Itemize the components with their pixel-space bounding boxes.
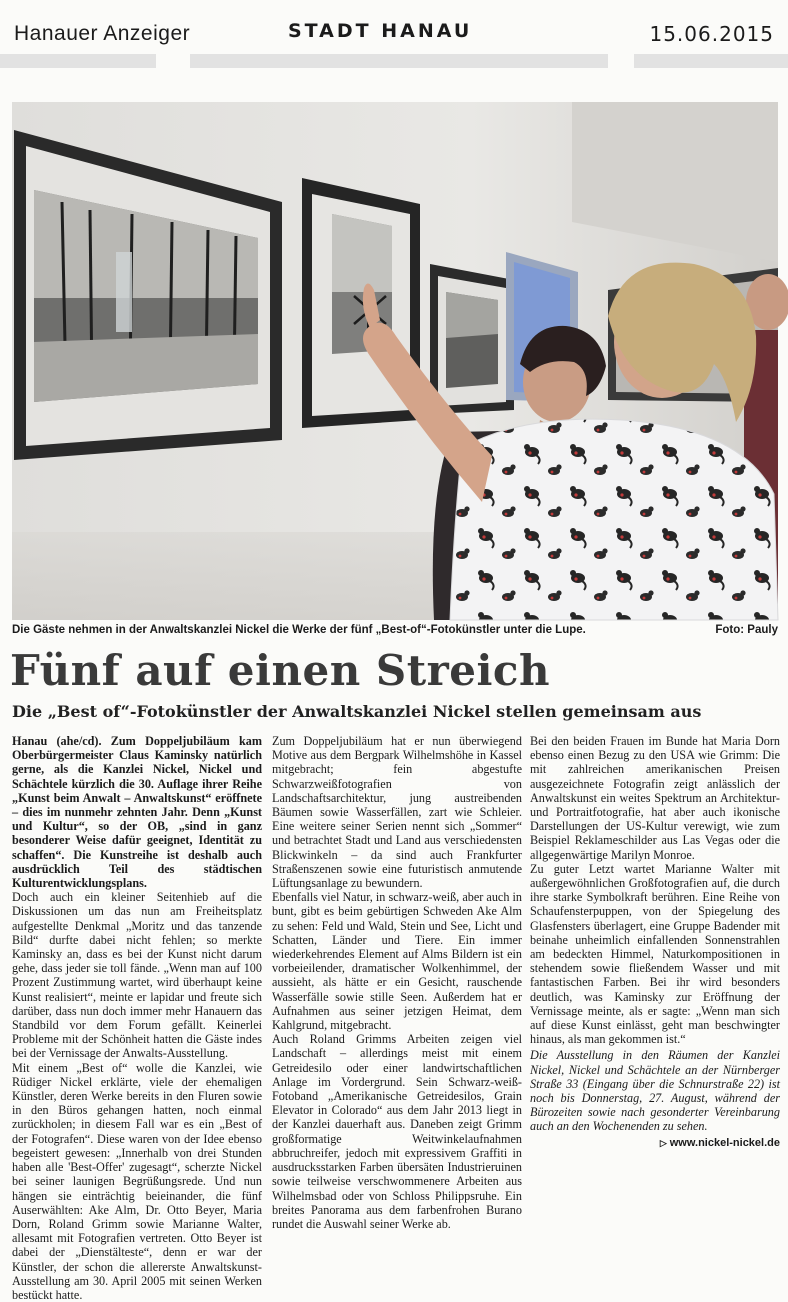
article-paragraph: Bei den beiden Frauen im Bunde hat Maria Dorn ebenso einen Bezug zu den USA wie Grimm: Die mit zahlreichen amerikanischen Preisen ausgezeichnete Fotografin zeigt anlässlich der Anwaltskunst ein weites Spektrum an Architektur- und Portraitfotografie, hat aber auch ikonische Darstellungen der US-Kultur verewigt, wie zum Beispiel Reklameschilder aus Las Vegas oder die allgegenwärtige Marilyn Monroe.	[530, 734, 780, 862]
article-lead: Hanau (ahe/cd). Zum Doppeljubiläum kam Oberbürgermeister Claus Kaminsky natürlich gerne, als die Kanzlei Nickel, Nickel und Schächtele kürzlich die 30. Auflage ihrer Reihe „Kunst beim Anwalt – Anwaltskunst“ eröffnete – dies im nunmehr zehnten Jahr. Denn „Kunst und Kultur“, so der OB, „sind in ganz besonderer Weise dafür geeignet, Identität zu schaffen“. Die Kunstreihe ist deshalb auch ausdrücklich Teil des städtischen Kulturentwicklungsplans.	[12, 734, 262, 891]
article-subheadline: Die „Best of“-Fotokünstler der Anwaltskanzlei Nickel stellen gemeinsam aus	[12, 702, 702, 721]
article-column-2	[272, 734, 522, 1272]
article-column-1	[12, 734, 262, 1302]
header-rule-left	[0, 54, 156, 68]
arrow-right-icon: ▷	[659, 1137, 667, 1148]
newspaper-name: Hanauer Anzeiger	[14, 22, 191, 45]
photo-caption	[12, 624, 778, 636]
article-paragraph: Mit einem „Best of“ wolle die Kanzlei, wie Rüdiger Nickel erklärte, viele der ehemaligen Künstler, deren Werke bereits in den Fluren sowie in den Büros gehangen hatten, noch einmal zurückholen; in diesem Fall war es ein „Best of der Fotografen“. Diese waren von der Idee ebenso begeistert gewesen: „Innerhalb von drei Stunden haben alle 'Best-Offer' zugesagt“, scherzte Nickel bei seiner launigen Begrüßungsrede. Und nun hängen sie einträchtig beieinander, die fünf Auserwählten: Ake Alm, Dr. Otto Beyer, Maria Dorn, Roland Grimm sowie Marianne Walter, allesamt mit Fotografien vertreten. Otto Beyer ist dabei der „Dienstälteste“, denn er war der Künstler, der schon die allererste Anwaltskunst-Ausstellung am 30. April 2005 mit seinen Werken bestückt hatte.	[12, 1060, 262, 1302]
article-column-3	[530, 734, 780, 1272]
website-url[interactable]: www.nickel-nickel.de	[669, 1136, 780, 1149]
header-rule-right	[634, 54, 788, 68]
exhibition-info: Die Ausstellung in den Räumen der Kanzlei Nickel, Nickel und Schächtele an der Nürnberger Straße 33 (Eingang über die Schnurstraße 22) ist noch bis Donnerstag, 27. August, während der Bürozeiten sowie nach gesonderter Vereinbarung auch an den Wochenenden zu sehen.	[530, 1048, 780, 1134]
article-photo	[12, 102, 778, 620]
header-rule-center	[190, 54, 608, 68]
page-header	[0, 0, 788, 72]
article-paragraph: Zu guter Letzt wartet Marianne Walter mit außergewöhnlichen Großfotografien auf, die durch ihre starke Symbolkraft berühren. Eine Reihe von Schaufensterpuppen, von der Spiegelung des Glasfensters überlagert, eine Gruppe Badender mit beinahe unheimlich einfallenden Sonnenstrahlen am bedeckten Himmel, Naturkompositionen in stehendem sowie fließendem Wasser und mit fantastischen Farben. Bei ihr wird besonders deutlich, was Kaminsky zur Eröffnung der Vernissage meinte, als er sagte: „Wenn man sich auf diese Kunst einlässt, geht man beschwingter hinaus, als man gekommen ist.“	[530, 861, 780, 1047]
article-paragraph: Doch auch ein kleiner Seitenhieb auf die Diskussionen um das nun am Freiheitsplatz aufgestellte Denkmal „Moritz und das tanzende Bild“ durfte dabei nicht fehlen; so merkte Kaminsky an, dass es bei der Kunst nicht darum gehe, dass jeder sie toll fände. „Wenn man auf 100 Prozent Zustimmung wartet, wird überhaupt keine Kunst realisiert“, meinte er lapidar und freute sich darüber, dass nun doch immer mehr Hanauern das Standbild vor dem Forum gefällt. Keinerlei Probleme mit der Schönheit hatten die Gäste indes bei der Vernissage der Anwalts-Ausstellung.	[12, 890, 262, 1061]
website-link[interactable]	[530, 1136, 780, 1150]
article-paragraph: Auch Roland Grimms Arbeiten zeigen viel Landschaft – allerdings meist mit einem Getreidesilo oder einer landwirtschaftlichen Anlage im Vordergrund. Sein Schwarz-weiß-Fotoband „Amerikanische Getreidesilos, Grain Elevator in Colorado“ aus dem Jahr 2013 liegt in der Kanzlei dauerhaft aus. Daneben zeigt Grimm großformatige Weitwinkelaufnahmen abbruchreifer, jedoch mit expressivem Graffiti in ausdrucksstarken Farben übersäten Industrieruinen sowie teilweise verschwommenere Arbeiten aus Wilhelmsbad oder von Schloss Philippsruhe. Ein breites Panorama aus dem farbenfrohen Burano rundet die Auswahl seiner Werke ab.	[272, 1032, 522, 1231]
article-paragraph: Zum Doppeljubiläum hat er nun überwiegend Motive aus dem Bergpark Wilhelmshöhe in Kassel mitgebracht; fein abgestufte Schwarzweißfotografien von Landschaftsarchitektur, jung austreibenden Bäumen sowie Wasserfällen, zart wie Schleier. Eine weitere seiner Serien nennt sich „Sommer“ und betrachtet Stadt und Land aus verschiedensten Blickwinkeln – da sind auch Frankfurter Straßenszenen sowie eine futuristisch anmutende Lüftungsanlage zu bewundern.	[272, 734, 522, 891]
article-headline: Fünf auf einen Streich	[10, 646, 551, 695]
article-paragraph: Ebenfalls viel Natur, in schwarz-weiß, aber auch in bunt, gibt es beim gebürtigen Schweden Ake Alm zu sehen: Feld und Wald, Stein und See, Licht und Schatten, Länder und Tiere. Ein immer wiederkehrendes Element auf Alms Bildern ist ein vorbeieilender, dramatischer Wolkenhimmel, der aussieht, als hätte er ein Gesicht, rauschende Wasserfälle sowie stille Seen. Außerdem hat er Aufnahmen aus seiner jetzigen Heimat, dem Kahlgrund, mitgebracht.	[272, 890, 522, 1033]
section-title: STADT HANAU	[288, 20, 473, 42]
issue-date: 15.06.2015	[649, 22, 774, 46]
photo-credit: Foto: Pauly	[715, 624, 778, 636]
caption-text: Die Gäste nehmen in der Anwaltskanzlei Nickel die Werke der fünf „Best-of“-Fotokünstler unter die Lupe.	[12, 624, 586, 636]
